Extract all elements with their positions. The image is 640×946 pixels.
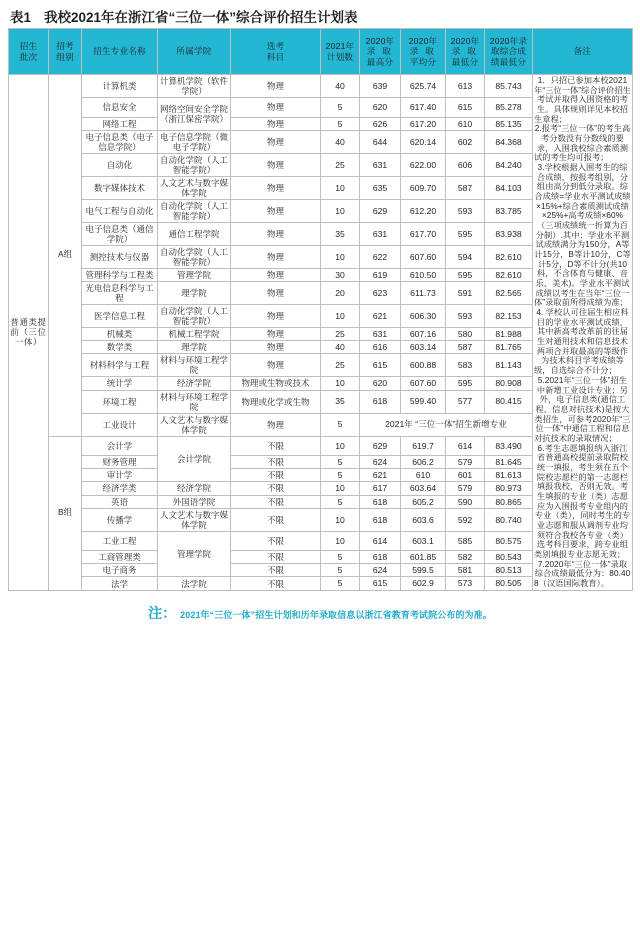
- major-name: 信息安全: [82, 98, 158, 118]
- subject-requirement: 物理: [231, 268, 321, 281]
- comp-min-score-2020: 81.988: [485, 328, 533, 341]
- table-header-row: [9, 29, 633, 75]
- plan-count: 10: [321, 482, 360, 495]
- subject-requirement: 物理: [231, 413, 321, 436]
- subject-requirement: 物理: [231, 176, 321, 199]
- subject-requirement: 不限: [231, 456, 321, 469]
- plan-count: 5: [321, 564, 360, 577]
- avg-score-2020: 620.14: [401, 130, 446, 153]
- avg-score-2020: 610.50: [401, 268, 446, 281]
- min-score-2020: 594: [446, 245, 485, 268]
- th-group-line1: 招考: [56, 41, 74, 52]
- max-score-2020: 618: [360, 508, 401, 531]
- major-name: 电气工程与自动化: [82, 199, 158, 222]
- avg-score-2020: 602.9: [401, 577, 446, 590]
- subject-requirement: 物理: [231, 305, 321, 328]
- plan-count: 5: [321, 469, 360, 482]
- avg-score-2020: 605.2: [401, 495, 446, 508]
- plan-count: 5: [321, 117, 360, 130]
- th-avg-line3: 平均分: [409, 56, 437, 67]
- th-batch-line1: 招生: [19, 41, 38, 52]
- min-score-2020: 590: [446, 495, 485, 508]
- avg-score-2020: 612.20: [401, 199, 446, 222]
- min-score-2020: 595: [446, 268, 485, 281]
- max-score-2020: 626: [360, 117, 401, 130]
- major-name: 电子商务: [82, 564, 158, 577]
- college-name: 法学院: [158, 577, 231, 590]
- comp-min-score-2020: 80.415: [485, 390, 533, 413]
- th-avg-line1: 2020年: [408, 36, 438, 47]
- plan-count: 10: [321, 436, 360, 456]
- min-score-2020: 583: [446, 354, 485, 377]
- college-name: 自动化学院（人工智能学院）: [158, 245, 231, 268]
- min-score-2020: 610: [446, 117, 485, 130]
- comp-min-score-2020: 85.278: [485, 98, 533, 118]
- th-comp-line3: 绩最低分: [490, 56, 527, 67]
- major-name: 工业工程: [82, 531, 158, 551]
- max-score-2020: 618: [360, 495, 401, 508]
- max-score-2020: 621: [360, 305, 401, 328]
- college-name: 计算机学院（软件学院）: [158, 75, 231, 98]
- th-comp-line2: 取综合成: [490, 46, 527, 57]
- th-avg-line2: 录 取: [409, 46, 437, 57]
- major-name: 网络工程: [82, 117, 158, 130]
- major-name: 法学: [82, 577, 158, 590]
- major-name: 材料科学与工程: [82, 354, 158, 377]
- remark-paragraph: 2.报考“三位一体”的考生高考分数没有分数线的要求，入围我校综合素质测试的考生均可报考；: [534, 124, 631, 163]
- comp-min-score-2020: 82.565: [485, 282, 533, 305]
- th-min-line1: 2020年: [450, 36, 480, 47]
- major-name: 医学信息工程: [82, 305, 158, 328]
- subject-requirement: 物理或化学或生物: [231, 390, 321, 413]
- major-name: 测控技术与仪器: [82, 245, 158, 268]
- college-name: 电子信息学院（微电子学院）: [158, 130, 231, 153]
- avg-score-2020: 609.70: [401, 176, 446, 199]
- footer-note: [0, 603, 640, 623]
- comp-min-score-2020: 82.610: [485, 268, 533, 281]
- max-score-2020: 618: [360, 390, 401, 413]
- min-score-2020: 581: [446, 564, 485, 577]
- college-name: 经济学院: [158, 482, 231, 495]
- plan-count: 40: [321, 75, 360, 98]
- subject-requirement: 物理: [231, 328, 321, 341]
- min-score-2020: 602: [446, 130, 485, 153]
- subject-requirement: 不限: [231, 531, 321, 551]
- plan-count: 40: [321, 130, 360, 153]
- avg-score-2020: 606.30: [401, 305, 446, 328]
- table-body: [9, 75, 633, 591]
- college-name: 网络空间安全学院（浙江保密学院）: [158, 98, 231, 131]
- admissions-plan-table: [8, 28, 633, 591]
- comp-min-score-2020: 82.610: [485, 245, 533, 268]
- avg-score-2020: 601.85: [401, 551, 446, 564]
- th-min-line3: 最低分: [451, 56, 479, 67]
- group-label-b: B组: [49, 436, 82, 590]
- avg-score-2020: 603.64: [401, 482, 446, 495]
- table-row: [9, 75, 633, 98]
- max-score-2020: 635: [360, 176, 401, 199]
- plan-count: 35: [321, 390, 360, 413]
- max-score-2020: 623: [360, 282, 401, 305]
- th-major: 招生专业名称: [82, 29, 158, 75]
- th-max-line3: 最高分: [366, 56, 394, 67]
- comp-min-score-2020: 83.785: [485, 199, 533, 222]
- college-name: 理学院: [158, 282, 231, 305]
- major-name: 数学类: [82, 341, 158, 354]
- min-score-2020: 582: [446, 551, 485, 564]
- college-name: 人文艺术与数字媒体学院: [158, 176, 231, 199]
- college-name: 经济学院: [158, 377, 231, 390]
- college-name: 机械工程学院: [158, 328, 231, 341]
- college-name: 管理学院: [158, 268, 231, 281]
- batch-label: 普通类提前（三位一体）: [9, 75, 49, 591]
- major-name: 自动化: [82, 153, 158, 176]
- max-score-2020: 624: [360, 564, 401, 577]
- max-score-2020: 631: [360, 153, 401, 176]
- max-score-2020: 615: [360, 577, 401, 590]
- th-group-line2: 组别: [56, 51, 74, 62]
- subject-requirement: 物理: [231, 153, 321, 176]
- th-group: [49, 29, 82, 75]
- comp-min-score-2020: 80.543: [485, 551, 533, 564]
- comp-min-score-2020: 80.865: [485, 495, 533, 508]
- major-name: 数字媒体技术: [82, 176, 158, 199]
- min-score-2020: 580: [446, 328, 485, 341]
- subject-requirement: 不限: [231, 508, 321, 531]
- major-name: 计算机类: [82, 75, 158, 98]
- avg-score-2020: 617.70: [401, 222, 446, 245]
- remark-paragraph: 4. 学校认可往届生相应科目的学业水平测试成绩，其中新高考改革前的往届生对通用技术和信息技术两项合并取最高的等级作为技术科目学考成绩等级，自选综合不计分；: [534, 308, 629, 376]
- major-name: 英语: [82, 495, 158, 508]
- min-score-2020: 593: [446, 305, 485, 328]
- new-major-note: 2021年 “三位一体”招生新增专业: [360, 413, 533, 436]
- subject-requirement: 物理: [231, 199, 321, 222]
- min-score-2020: 579: [446, 456, 485, 469]
- max-score-2020: 616: [360, 341, 401, 354]
- plan-count: 35: [321, 222, 360, 245]
- avg-score-2020: 603.1: [401, 531, 446, 551]
- comp-min-score-2020: 80.505: [485, 577, 533, 590]
- min-score-2020: 587: [446, 176, 485, 199]
- college-name: 人文艺术与数字媒体学院: [158, 413, 231, 436]
- th-max-score: [360, 29, 401, 75]
- major-name: 工商管理类: [82, 551, 158, 564]
- avg-score-2020: 599.40: [401, 390, 446, 413]
- avg-score-2020: 600.88: [401, 354, 446, 377]
- th-plan-line1: 2021年: [325, 41, 355, 52]
- subject-requirement: 物理: [231, 282, 321, 305]
- subject-requirement: 物理: [231, 75, 321, 98]
- comp-min-score-2020: 81.143: [485, 354, 533, 377]
- group-label-a: A组: [49, 75, 82, 437]
- comp-min-score-2020: 83.490: [485, 436, 533, 456]
- comp-min-score-2020: 83.938: [485, 222, 533, 245]
- table-title-text: 我校2021年在浙江省“三位一体”综合评价招生计划表: [44, 10, 358, 25]
- avg-score-2020: 619.7: [401, 436, 446, 456]
- subject-requirement: 不限: [231, 436, 321, 456]
- major-name: 光电信息科学与工程: [82, 282, 158, 305]
- table-container: [0, 28, 640, 591]
- remark-paragraph: 7.2020年“三位一体”录取综合成绩最低分为：80.408（汉语国际教育）。: [534, 559, 631, 588]
- subject-requirement: 物理: [231, 130, 321, 153]
- subject-requirement: 物理: [231, 354, 321, 377]
- plan-count: 10: [321, 245, 360, 268]
- major-name: 财务管理: [82, 456, 158, 469]
- min-score-2020: 606: [446, 153, 485, 176]
- subject-requirement: 物理: [231, 245, 321, 268]
- page-title: [0, 0, 640, 28]
- max-score-2020: 615: [360, 354, 401, 377]
- avg-score-2020: 611.73: [401, 282, 446, 305]
- major-name: 工业设计: [82, 413, 158, 436]
- remark-paragraph: 3.学校根据入围考生的综合成绩，按报考组别，分组由高分到低分录取。综合成绩=学业水平测试成绩×15%+综合素质测试成绩×25%+高考成绩×60%（三项成绩统一折算为百分制）.其中：学业水平测试成绩满分为150分，A等计15分，B等计10分，C等计5分，D等不计分(共10科，不含体育与健康、音乐、美术)。学业水平测试成绩以考生在当年“三位一体”录取前所得成绩为准；: [534, 163, 631, 308]
- comp-min-score-2020: 80.575: [485, 531, 533, 551]
- th-plan-line2: 计划数: [326, 51, 354, 62]
- max-score-2020: 644: [360, 130, 401, 153]
- max-score-2020: 620: [360, 98, 401, 118]
- th-plan: [321, 29, 360, 75]
- major-name: 电子信息类（通信学院）: [82, 222, 158, 245]
- plan-count: 10: [321, 176, 360, 199]
- subject-requirement: 不限: [231, 577, 321, 590]
- comp-min-score-2020: 82.153: [485, 305, 533, 328]
- th-avg-score: [401, 29, 446, 75]
- remark-paragraph: 6.考生志愿填报纳入浙江省普通高校提前录取院校统一填报，考生须在五个院校志愿栏的第一志愿栏填报我校，否则无效。考生填报的专业（类）志愿应为入围报考专业组内的专业（类），同时考生的专业志愿和服从调剂专业均须符合我校各专业（类）选考科目要求，跨专业组类别填报专业志愿无效；: [534, 443, 631, 559]
- th-min-line2: 录 取: [451, 46, 479, 57]
- max-score-2020: 631: [360, 328, 401, 341]
- subject-requirement: 物理: [231, 341, 321, 354]
- min-score-2020: 595: [446, 222, 485, 245]
- min-score-2020: 591: [446, 282, 485, 305]
- plan-count: 5: [321, 495, 360, 508]
- college-name: 外国语学院: [158, 495, 231, 508]
- college-name: 理学院: [158, 341, 231, 354]
- remark-cell: [533, 75, 633, 591]
- table-number-label: 表1: [10, 10, 32, 25]
- major-name: 管理科学与工程类: [82, 268, 158, 281]
- avg-score-2020: 610: [401, 469, 446, 482]
- min-score-2020: 601: [446, 469, 485, 482]
- plan-count: 10: [321, 377, 360, 390]
- avg-score-2020: 606.2: [401, 456, 446, 469]
- th-comp-min-score: [485, 29, 533, 75]
- comp-min-score-2020: 84.240: [485, 153, 533, 176]
- th-batch: [9, 29, 49, 75]
- major-name: 电子信息类（电子信息学院）: [82, 130, 158, 153]
- major-name: 统计学: [82, 377, 158, 390]
- min-score-2020: 613: [446, 75, 485, 98]
- max-score-2020: 624: [360, 456, 401, 469]
- comp-min-score-2020: 80.513: [485, 564, 533, 577]
- plan-count: 5: [321, 577, 360, 590]
- comp-min-score-2020: 81.765: [485, 341, 533, 354]
- min-score-2020: 577: [446, 390, 485, 413]
- th-subject-line2: 科目: [266, 51, 285, 62]
- min-score-2020: 595: [446, 377, 485, 390]
- plan-count: 20: [321, 282, 360, 305]
- th-college: 所属学院: [158, 29, 231, 75]
- max-score-2020: 631: [360, 222, 401, 245]
- max-score-2020: 629: [360, 436, 401, 456]
- college-name: 自动化学院（人工智能学院）: [158, 305, 231, 328]
- max-score-2020: 617: [360, 482, 401, 495]
- comp-min-score-2020: 85.743: [485, 75, 533, 98]
- th-subject-line1: 选考: [266, 41, 285, 52]
- major-name: 环境工程: [82, 390, 158, 413]
- remark-paragraph: 5.2021年“三位一体”招生中新增工业设计专业；另外，电子信息类(通信工程、信息对抗技术)是按大类招生，可参考2020年“三位一体”中通信工程和信息对抗技术的录取情况；: [534, 375, 631, 443]
- min-score-2020: 579: [446, 482, 485, 495]
- remark-paragraph: 1．只招已参加本校2021年“三位一体”综合评价招生考试并取得入围资格的考生。具体规则详见本校招生章程；: [534, 76, 631, 124]
- th-max-line2: 录 取: [366, 46, 394, 57]
- avg-score-2020: 603.6: [401, 508, 446, 531]
- avg-score-2020: 625.74: [401, 75, 446, 98]
- plan-count: 5: [321, 456, 360, 469]
- comp-min-score-2020: 84.103: [485, 176, 533, 199]
- plan-count: 30: [321, 268, 360, 281]
- max-score-2020: 621: [360, 469, 401, 482]
- subject-requirement: 不限: [231, 564, 321, 577]
- max-score-2020: 639: [360, 75, 401, 98]
- plan-count: 10: [321, 199, 360, 222]
- th-subject: [231, 29, 321, 75]
- comp-min-score-2020: 81.645: [485, 456, 533, 469]
- subject-requirement: 物理或生物或技术: [231, 377, 321, 390]
- comp-min-score-2020: 81.613: [485, 469, 533, 482]
- th-max-line1: 2020年: [365, 36, 395, 47]
- plan-count: 5: [321, 98, 360, 118]
- subject-requirement: 物理: [231, 98, 321, 118]
- college-name: 人文艺术与数字媒体学院: [158, 508, 231, 531]
- college-name: 管理学院: [158, 531, 231, 577]
- max-score-2020: 614: [360, 531, 401, 551]
- college-name: 材料与环境工程学院: [158, 354, 231, 377]
- subject-requirement: 不限: [231, 469, 321, 482]
- subject-requirement: 物理: [231, 222, 321, 245]
- avg-score-2020: 607.16: [401, 328, 446, 341]
- min-score-2020: 615: [446, 98, 485, 118]
- th-remark: 备注: [533, 29, 633, 75]
- min-score-2020: 614: [446, 436, 485, 456]
- plan-count: 10: [321, 531, 360, 551]
- plan-count: 25: [321, 354, 360, 377]
- min-score-2020: 587: [446, 341, 485, 354]
- footer-note-text: 2021年“三位一体”招生计划和历年录取信息以浙江省教育考试院公布的为准。: [180, 609, 492, 620]
- max-score-2020: 620: [360, 377, 401, 390]
- avg-score-2020: 599.5: [401, 564, 446, 577]
- comp-min-score-2020: 85.135: [485, 117, 533, 130]
- plan-count: 25: [321, 153, 360, 176]
- plan-count: 5: [321, 413, 360, 436]
- avg-score-2020: 607.60: [401, 245, 446, 268]
- avg-score-2020: 607.60: [401, 377, 446, 390]
- avg-score-2020: 603.14: [401, 341, 446, 354]
- min-score-2020: 592: [446, 508, 485, 531]
- comp-min-score-2020: 80.908: [485, 377, 533, 390]
- max-score-2020: 629: [360, 199, 401, 222]
- max-score-2020: 622: [360, 245, 401, 268]
- subject-requirement: 不限: [231, 551, 321, 564]
- th-batch-line2: 批次: [19, 51, 38, 62]
- plan-count: 5: [321, 551, 360, 564]
- comp-min-score-2020: 84.368: [485, 130, 533, 153]
- avg-score-2020: 617.40: [401, 98, 446, 118]
- college-name: 自动化学院（人工智能学院）: [158, 153, 231, 176]
- major-name: 经济学类: [82, 482, 158, 495]
- subject-requirement: 不限: [231, 482, 321, 495]
- avg-score-2020: 622.00: [401, 153, 446, 176]
- plan-count: 40: [321, 341, 360, 354]
- min-score-2020: 573: [446, 577, 485, 590]
- major-name: 传播学: [82, 508, 158, 531]
- footer-note-label: 注：: [148, 604, 177, 621]
- major-name: 机械类: [82, 328, 158, 341]
- subject-requirement: 物理: [231, 117, 321, 130]
- college-name: 自动化学院（人工智能学院）: [158, 199, 231, 222]
- plan-count: 10: [321, 305, 360, 328]
- college-name: 通信工程学院: [158, 222, 231, 245]
- major-name: 会计学: [82, 436, 158, 456]
- max-score-2020: 618: [360, 551, 401, 564]
- avg-score-2020: 617.20: [401, 117, 446, 130]
- th-comp-line1: 2020年录: [489, 36, 528, 47]
- min-score-2020: 593: [446, 199, 485, 222]
- subject-requirement: 不限: [231, 495, 321, 508]
- th-min-score: [446, 29, 485, 75]
- min-score-2020: 585: [446, 531, 485, 551]
- college-name: 材料与环境工程学院: [158, 390, 231, 413]
- comp-min-score-2020: 80.740: [485, 508, 533, 531]
- college-name: 会计学院: [158, 436, 231, 482]
- plan-count: 10: [321, 508, 360, 531]
- max-score-2020: 619: [360, 268, 401, 281]
- comp-min-score-2020: 80.973: [485, 482, 533, 495]
- plan-count: 25: [321, 328, 360, 341]
- major-name: 审计学: [82, 469, 158, 482]
